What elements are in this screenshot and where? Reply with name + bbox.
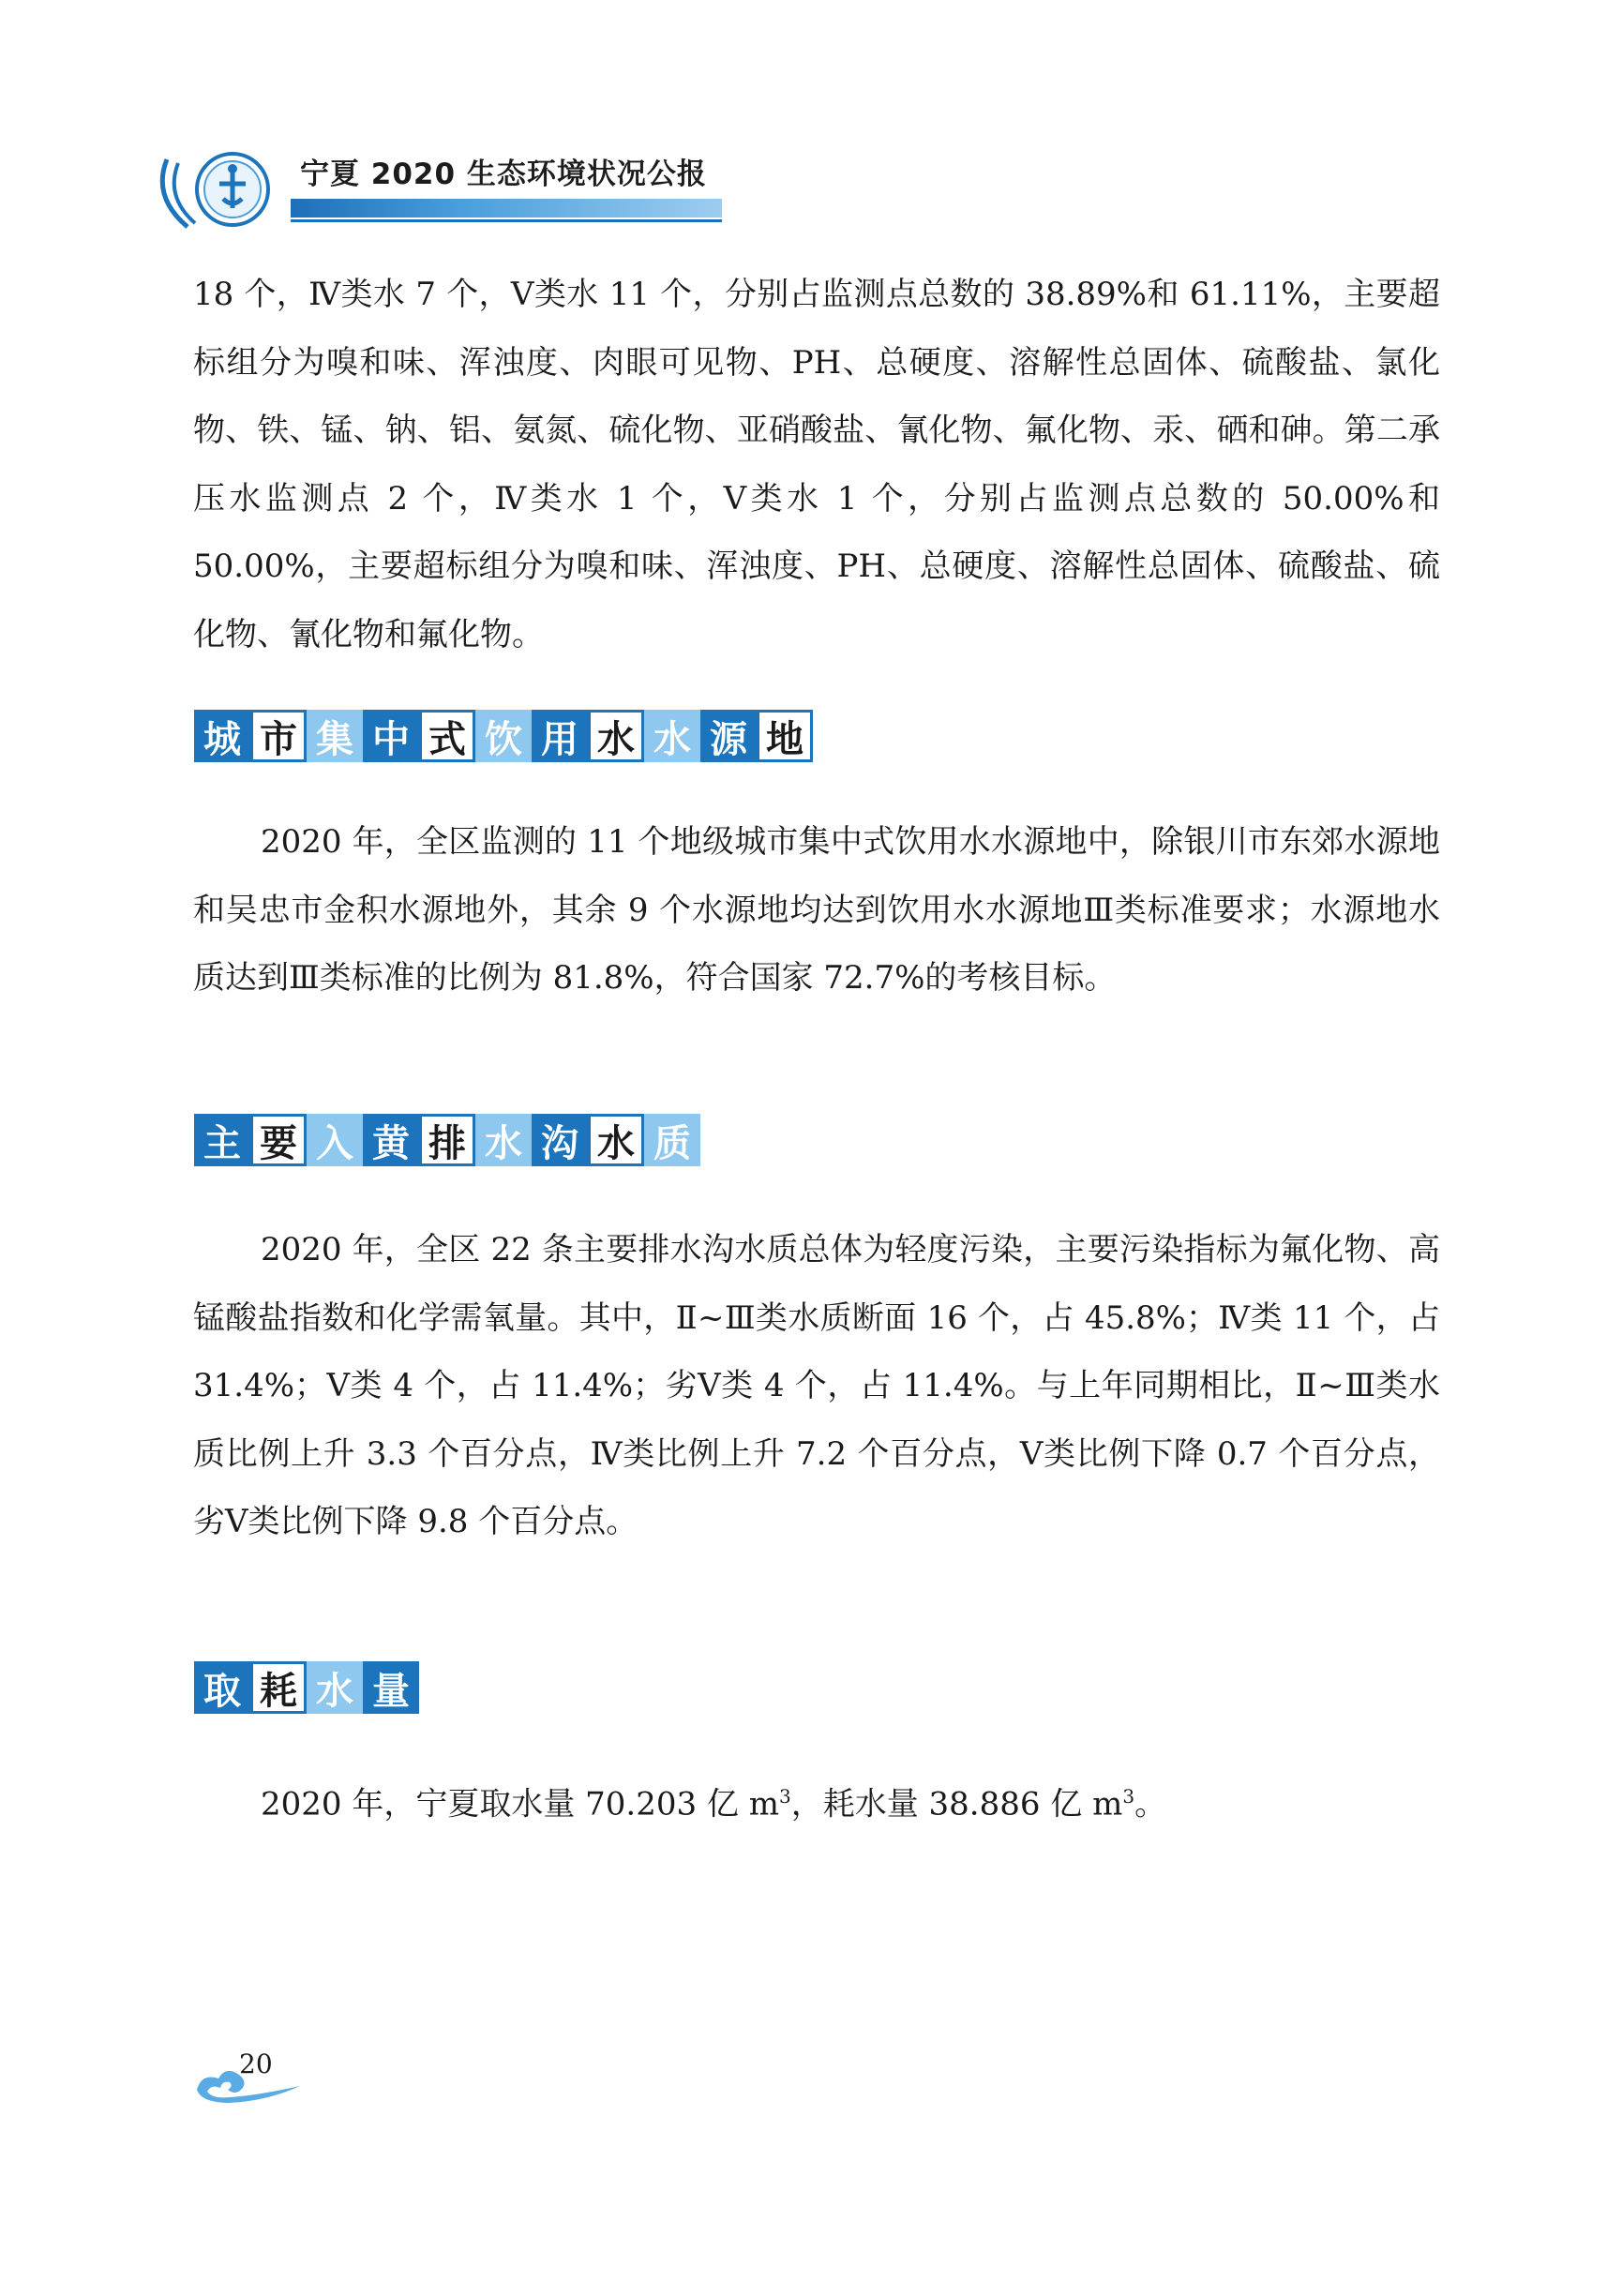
heading-char: 水 bbox=[644, 710, 700, 762]
heading-char: 城 bbox=[194, 710, 250, 762]
page-number: 20 bbox=[239, 2048, 273, 2079]
section-heading-drainage-ditches bbox=[194, 1114, 700, 1166]
ningxia-ecology-logo-icon bbox=[150, 141, 291, 234]
heading-char: 地 bbox=[757, 710, 813, 762]
intro-paragraph: 18 个，Ⅳ类水 7 个，Ⅴ类水 11 个，分别占监测点总数的 38.89%和 61.11%，主要超标组分为嗅和味、浑浊度、肉眼可见物、PH、总硬度、溶解性总固体、硫酸盐、氯化物、铁、锰、钠、铝、氨氮、硫化物、亚硝酸盐、氰化物、氟化物、汞、硒和砷。第二承压水监测点 2 个，Ⅳ类水 1 个，Ⅴ类水 1 个，分别占监测点总数的 50.00%和 50.00%，主要超标组分为嗅和味、浑浊度、PH、总硬度、溶解性总固体、硫酸盐、硫化物、氰化物和氟化物。 bbox=[193, 276, 1440, 653]
section-body-drainage-ditches: 2020 年，全区 22 条主要排水沟水质总体为轻度污染，主要污染指标为氟化物、高锰酸盐指数和化学需氧量。其中，Ⅱ~Ⅲ类水质断面 16 个，占 45.8%；Ⅳ类 11 个，占 31.4%；Ⅴ类 4 个，占 11.4%；劣Ⅴ类 4 个，占 11.4%。与上年同期相比，Ⅱ~Ⅲ类水质比例上升 3.3 个百分点，Ⅳ类比例上升 7.2 个百分点，Ⅴ类比例下降 0.7 个百分点，劣Ⅴ类比例下降 9.8 个百分点。 bbox=[193, 1231, 1440, 1540]
heading-char: 要 bbox=[250, 1114, 307, 1166]
section-body-water-consumption: 2020 年，宁夏取水量 70.203 亿 $m^3$，耗水量 38.886 亿 $m^3$。 bbox=[261, 1785, 1167, 1823]
section-body-drinking-water-sources: 2020 年，全区监测的 11 个地级城市集中式饮用水水源地中，除银川市东郊水源地和吴忠市金积水源地外，其余 9 个水源地均达到饮用水水源地Ⅲ类标准要求；水源地水质达到Ⅲ类标准的比例为 81.8%，符合国家 72.7%的考核目标。 bbox=[193, 823, 1440, 997]
heading-char: 耗 bbox=[250, 1661, 307, 1714]
heading-char: 排 bbox=[419, 1114, 475, 1166]
heading-char: 式 bbox=[419, 710, 475, 762]
page-header bbox=[150, 141, 722, 234]
superscript-cubic: 3 bbox=[1122, 1785, 1135, 1808]
header-underline bbox=[291, 219, 722, 222]
heading-char: 集 bbox=[307, 710, 363, 762]
heading-char: 主 bbox=[194, 1114, 250, 1166]
header-bar bbox=[291, 199, 722, 218]
heading-char: 水 bbox=[588, 710, 644, 762]
heading-char: 量 bbox=[363, 1661, 419, 1714]
superscript-cubic: 3 bbox=[778, 1785, 791, 1808]
report-title: 宁夏 2020 生态环境状况公报 bbox=[300, 158, 707, 191]
section-heading-water-consumption bbox=[194, 1661, 419, 1714]
section-heading-drinking-water-sources bbox=[194, 710, 813, 762]
heading-char: 饮 bbox=[475, 710, 532, 762]
heading-char: 用 bbox=[532, 710, 588, 762]
heading-char: 入 bbox=[307, 1114, 363, 1166]
heading-char: 水 bbox=[588, 1114, 644, 1166]
page-number-block bbox=[192, 2048, 305, 2114]
heading-char: 水 bbox=[475, 1114, 532, 1166]
heading-char: 黄 bbox=[363, 1114, 419, 1166]
heading-char: 质 bbox=[644, 1114, 700, 1166]
heading-char: 取 bbox=[194, 1661, 250, 1714]
heading-char: 沟 bbox=[532, 1114, 588, 1166]
heading-char: 中 bbox=[363, 710, 419, 762]
heading-char: 市 bbox=[250, 710, 307, 762]
heading-char: 源 bbox=[700, 710, 757, 762]
heading-char: 水 bbox=[307, 1661, 363, 1714]
